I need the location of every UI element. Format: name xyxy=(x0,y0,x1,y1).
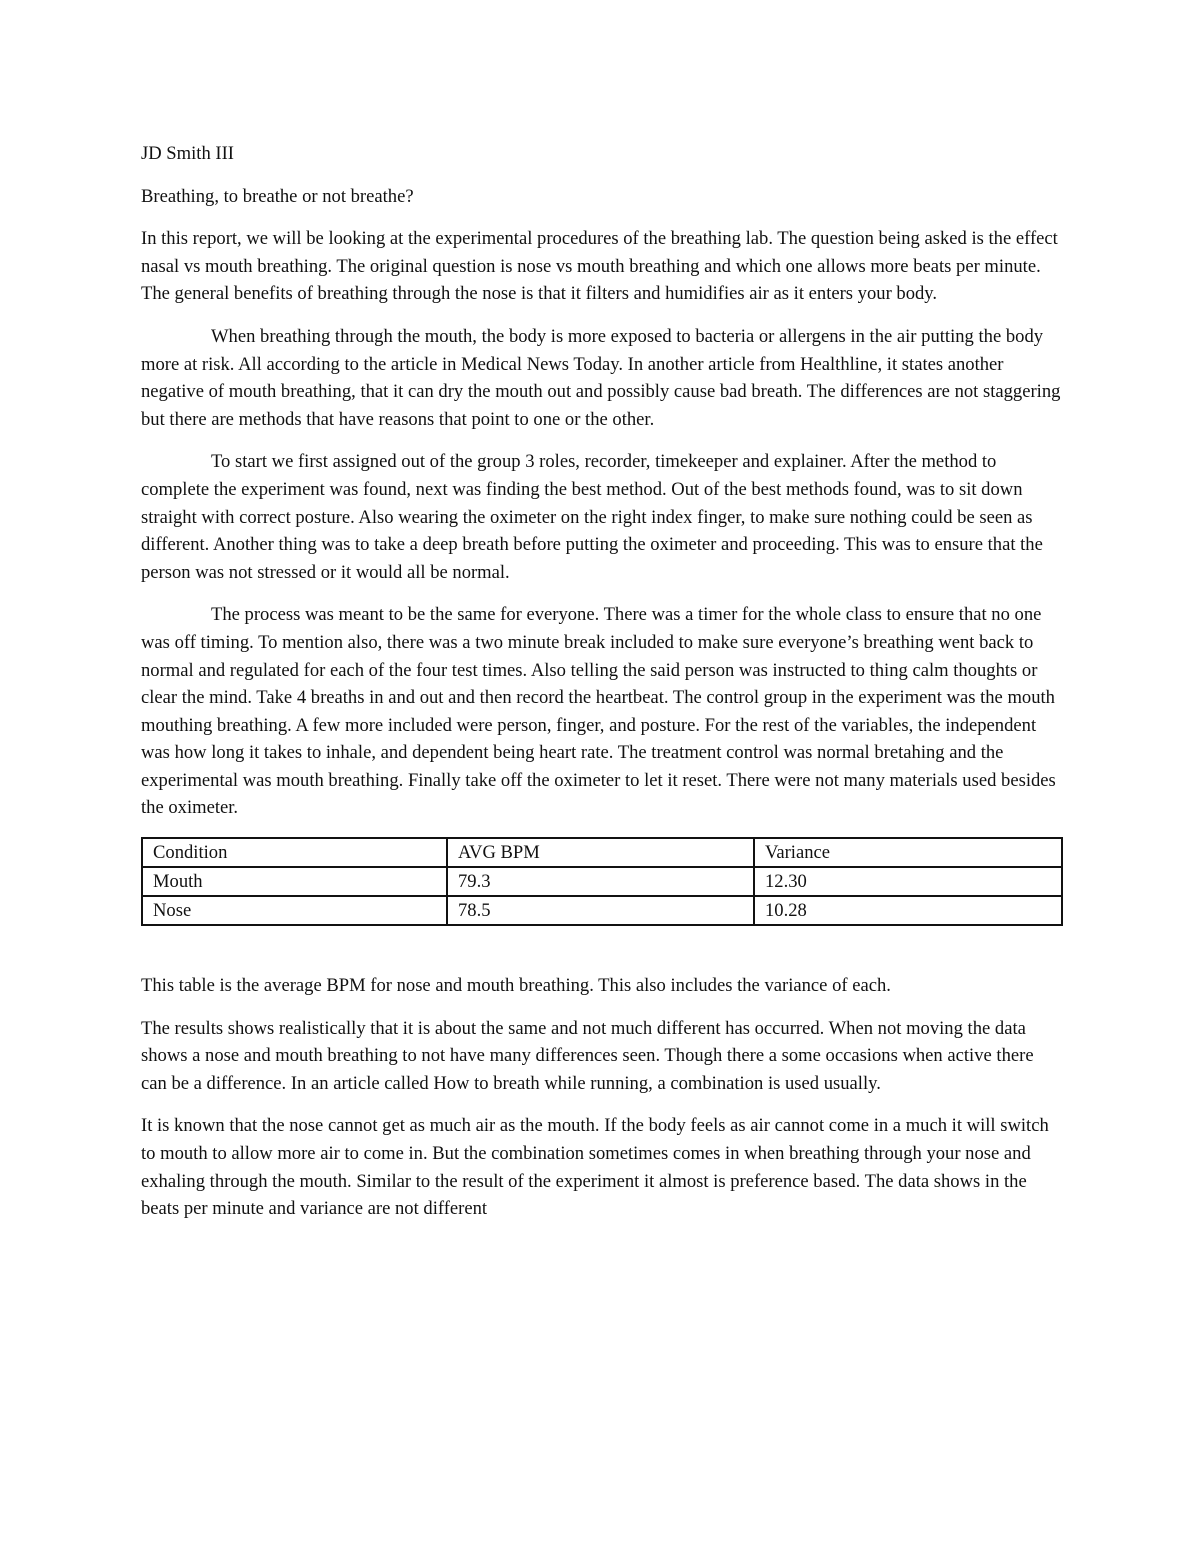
paragraph-conclusion: It is known that the nose cannot get as much air as the mouth. If the body feels as air cannot come in a much it will switch to mouth to allow more air to come in. But the combination sometimes comes in when breathing through your nose and exhaling through the mouth. Similar to the result of the experiment it almost is preference based. The data shows in the beats per minute and variance are not different xyxy=(141,1115,1049,1220)
paragraph-method: To start we first assigned out of the group 3 roles, recorder, timekeeper and explainer. After the method to complete the experiment was found, next was finding the best method. Out of the best methods found, was to sit down straight with correct posture. Also wearing the oximeter on the right index finger, to make sure nothing could be seen as different. Another thing was to take a deep breath before putting the oximeter and proceeding. This was to ensure that the person was not stressed or it would all be normal. xyxy=(141,451,1043,583)
table-cell: 10.28 xyxy=(754,896,1062,925)
document-title: Breathing, to breathe or not breathe? xyxy=(141,185,414,207)
table-cell: 78.5 xyxy=(447,896,754,925)
table-row xyxy=(142,867,1062,896)
table-cell: 79.3 xyxy=(447,867,754,896)
table-cell: 12.30 xyxy=(754,867,1062,896)
paragraph-process: The process was meant to be the same for everyone. There was a timer for the whole class to ensure that no one was off timing. To mention also, there was a two minute break included to make sure everyone’s breathing went back to normal and regulated for each of the four test times. Also telling the said person was instructed to thing calm thoughts or clear the mind. Take 4 breaths in and out and then record the heartbeat. The control group in the experiment was the mouth mouthing breathing. A few more included were person, finger, and posture. For the rest of the variables, the independent was how long it takes to inhale, and dependent being heart rate. The treatment control was normal bretahing and the experimental was mouth breathing. Finally take off the oximeter to let it reset. There were not many materials used besides the oximeter. xyxy=(141,604,1056,819)
paragraph-mouth-breathing: When breathing through the mouth, the body is more exposed to bacteria or allergens in the air putting the body more at risk. All according to the article in Medical News Today. In another article from Healthline, it states another negative of mouth breathing, that it can dry the mouth out and possibly cause bad breath. The differences are not staggering but there are methods that have reasons that point to one or the other. xyxy=(141,325,1061,430)
table-cell: Nose xyxy=(142,896,447,925)
paragraph-table-caption: This table is the average BPM for nose and mouth breathing. This also includes the variance of each. xyxy=(141,975,891,997)
header-cell-condition: Condition xyxy=(142,838,447,867)
paragraph-results: The results shows realistically that it is about the same and not much different has occurred. When not moving the data shows a nose and mouth breathing to not have many differences seen. Though there a some occasions when active there can be a difference. In an article called How to breath while running, a combination is used usually. xyxy=(141,1017,1034,1094)
author-name: JD Smith III xyxy=(141,143,234,164)
results-table xyxy=(141,837,1063,926)
header-cell-avg-bpm: AVG BPM xyxy=(447,838,754,867)
table-header-row xyxy=(142,838,1062,867)
paragraph-intro: In this report, we will be looking at the experimental procedures of the breathing lab. The question being asked is the effect nasal vs mouth breathing. The original question is nose vs mouth breathing and which one allows more beats per minute. The general benefits of breathing through the nose is that it filters and humidifies air as it enters your body. xyxy=(141,228,1058,305)
header-cell-variance: Variance xyxy=(754,838,1062,867)
document-page xyxy=(141,140,1061,1238)
table-cell: Mouth xyxy=(142,867,447,896)
table-row xyxy=(142,896,1062,925)
